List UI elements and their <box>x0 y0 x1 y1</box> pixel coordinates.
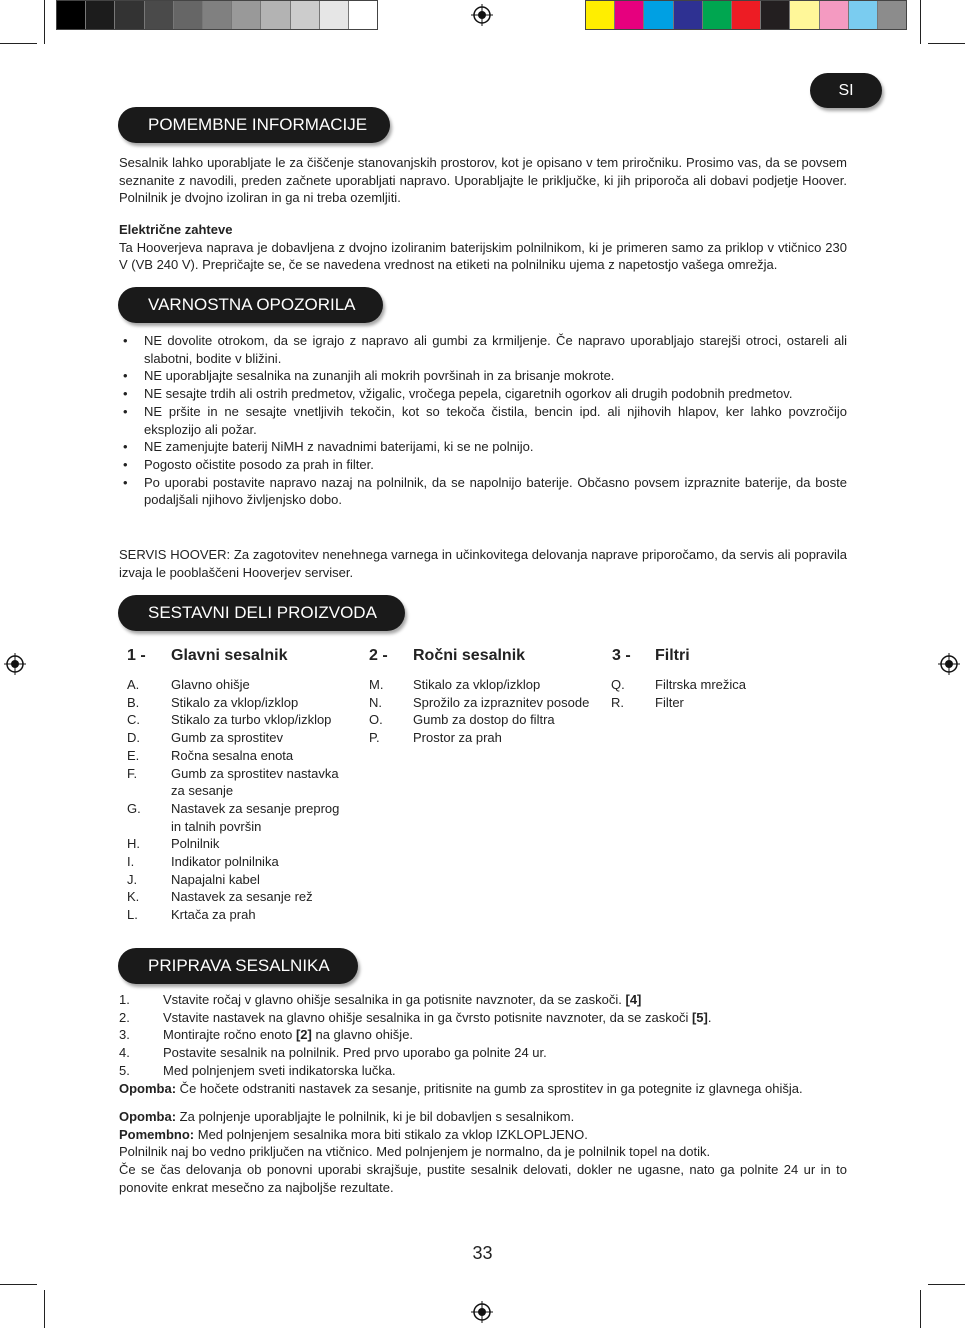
gray-swatch <box>86 1 115 29</box>
step-text <box>163 991 641 1009</box>
step-end: . <box>707 1009 712 1025</box>
list-item: • NE sesajte trdih ali ostrih predmetov, vžigalic, vročega pepela, cigaretnih ogorkov ali drugih podobnih predmetov. <box>119 385 847 403</box>
color-swatch <box>790 1 819 29</box>
list-item: • NE pršite in ne sesajte vnetljivih tekočin, kot so tekoča čistila, bencin ipd. ali njihovih hlapov, ker lahko povzročijo eksplozijo ali požar. <box>119 403 847 438</box>
item-key: P. <box>369 730 380 746</box>
color-calibration-bar <box>585 0 907 30</box>
parts-column-2-heading <box>369 647 526 665</box>
item-key: C. <box>127 712 140 728</box>
color-swatch <box>820 1 849 29</box>
registration-mark-icon <box>471 4 493 26</box>
note-label: Pomembno: <box>119 1126 195 1142</box>
list-item: • NE dovolite otrokom, da se igrajo z napravo ali gumbi za krmiljenje. Če napravo uporabljajo starejši otroci, ostareli ali slabotni, bodite v bližini. <box>119 332 847 367</box>
item-label: Nastavek za sesanje preprog in talnih površin <box>171 800 340 834</box>
list-item <box>611 694 811 712</box>
gray-swatch <box>261 1 290 29</box>
gray-swatch <box>57 1 86 29</box>
item-label: Indikator polnilnika <box>171 854 279 870</box>
step-text <box>163 1044 547 1062</box>
section-heading-important-info: POMEMBNE INFORMACIJE <box>118 107 390 143</box>
parts-column-1-heading <box>127 647 288 665</box>
gray-swatch <box>291 1 320 29</box>
note-label: Opomba: <box>119 1109 177 1124</box>
item-label: Gumb za sprostitev <box>171 730 283 746</box>
step-number: 4. <box>119 1045 130 1061</box>
item-key: A. <box>127 677 140 692</box>
item-label: Krtača za prah <box>171 907 256 923</box>
item-label: Filter <box>655 694 684 710</box>
list-item <box>611 676 811 694</box>
item-key: G. <box>127 800 141 816</box>
registration-mark-icon <box>938 653 960 675</box>
electrical-text: Ta Hooverjeva naprava je dobavljena z dvojno izoliranim baterijskim polnilnikom, ki je primeren samo za priklop v vtičnico 230 V (VB 240 V). Prepričajte se, če se navedena vrednost na etiketi na polnilniku ujema z napetostjo vašega omrežja. <box>119 239 847 273</box>
item-label: Ročna sesalna enota <box>171 747 294 763</box>
item-label: Nastavek za sesanje rež <box>171 889 313 905</box>
step-row <box>119 1026 847 1044</box>
color-swatch <box>878 1 906 29</box>
figure-ref: [5] <box>691 1009 708 1025</box>
list-item <box>127 800 347 835</box>
item-label: Sprožilo za izpraznitev posode <box>413 694 590 710</box>
item-key: D. <box>127 730 140 746</box>
step-number: 1. <box>119 992 130 1007</box>
column-title: Filtri <box>655 647 690 664</box>
step-body: Postavite sesalnik na polnilnik. Pred prvo uporabo ga polnite 24 ur. <box>163 1045 547 1061</box>
item-label: Glavno ohišje <box>171 677 250 692</box>
safety-warning-list <box>119 332 847 509</box>
step-body: Montirajte ročno enoto <box>163 1027 296 1043</box>
list-item: • Po uporabi postavite napravo nazaj na polnilnik, da se napolnijo baterije. Občasno povsem izpraznite baterije, da boste podaljšali njihovo življenjsko dobo. <box>119 474 847 509</box>
list-item <box>369 676 604 694</box>
note-line <box>119 1126 847 1144</box>
crop-mark <box>928 43 965 44</box>
list-item: • NE uporabljajte sesalnika na zunanjih ali mokrih površinah in za brisanje mokrote. <box>119 367 847 385</box>
list-item <box>127 888 347 906</box>
preparation-steps <box>119 991 847 1080</box>
registration-mark-icon <box>4 653 26 675</box>
electrical-requirements-block <box>119 221 847 274</box>
color-swatch <box>703 1 732 29</box>
item-key: H. <box>127 836 140 852</box>
list-item <box>127 676 347 694</box>
item-label: Stikalo za turbo vklop/izklop <box>171 712 332 728</box>
preparation-notes <box>119 1080 847 1098</box>
column-number: 3 - <box>612 647 631 664</box>
item-key: L. <box>127 907 138 923</box>
electrical-heading: Električne zahteve <box>119 222 233 237</box>
important-intro-text <box>119 154 847 207</box>
gray-swatch <box>320 1 349 29</box>
step-row <box>119 1062 847 1080</box>
item-label: Stikalo za vklop/izklop <box>171 694 299 710</box>
note-text: Med polnjenjem sesalnika mora biti stikalo za vklop IZKLOPLJENO. <box>194 1126 588 1142</box>
column-number: 1 - <box>127 647 146 664</box>
note-line <box>119 1108 847 1126</box>
item-key: R. <box>611 694 624 710</box>
note-line: Če se čas delovanja ob ponovni uporabi skrajšuje, pustite sesalnik delovati, dokler ne ugasne, nato ga polnite 24 ur in to ponovite enkrat mesečno za najboljše rezultate. <box>119 1162 847 1195</box>
list-item <box>369 711 604 729</box>
section-heading-safety-warnings: VARNOSTNA OPOZORILA <box>118 287 383 323</box>
step-row <box>119 1009 847 1027</box>
step-end: na glavno ohišje. <box>311 1027 414 1043</box>
list-item <box>127 871 347 889</box>
color-swatch <box>732 1 761 29</box>
column-title: Ročni sesalnik <box>413 647 526 664</box>
charging-notes <box>119 1108 847 1197</box>
section-heading-preparation: PRIPRAVA SESALNIKA <box>118 948 358 984</box>
crop-mark <box>0 43 37 44</box>
crop-mark <box>44 0 45 44</box>
item-key: M. <box>369 677 384 692</box>
item-label: Gumb za sprostitev nastavka za sesanje <box>171 765 339 799</box>
crop-mark <box>920 0 921 44</box>
item-key: N. <box>369 694 382 710</box>
item-label: Napajalni kabel <box>171 871 260 887</box>
list-item <box>127 853 347 871</box>
crop-mark <box>0 1284 37 1285</box>
item-label: Gumb za dostop do filtra <box>413 712 555 728</box>
crop-mark <box>928 1284 965 1285</box>
parts-list-filters <box>611 676 811 711</box>
gray-swatch <box>115 1 144 29</box>
color-swatch <box>615 1 644 29</box>
crop-mark <box>44 1290 45 1328</box>
list-item <box>127 694 347 712</box>
language-badge: SI <box>810 73 882 108</box>
step-number: 3. <box>119 1027 130 1043</box>
list-item: • NE zamenjujte baterij NiMH z navadnimi baterijami, ki se ne polnijo. <box>119 438 847 456</box>
list-item <box>127 906 347 924</box>
step-text <box>163 1009 711 1027</box>
grayscale-calibration-bar <box>56 0 378 30</box>
figure-ref: [2] <box>295 1027 312 1043</box>
gray-swatch <box>145 1 174 29</box>
item-label: Stikalo za vklop/izklop <box>413 677 541 692</box>
service-notice <box>119 546 847 581</box>
item-key: K. <box>127 889 140 905</box>
registration-mark-icon <box>471 1301 493 1323</box>
gray-swatch <box>203 1 232 29</box>
item-label: Prostor za prah <box>413 730 502 746</box>
step-text <box>163 1026 413 1044</box>
gray-swatch <box>349 1 377 29</box>
list-item <box>127 765 347 800</box>
parts-column-3-heading <box>612 647 690 665</box>
note-line <box>119 1080 847 1098</box>
item-label: Polnilnik <box>171 836 220 852</box>
item-key: O. <box>369 712 383 728</box>
crop-mark <box>920 1290 921 1328</box>
parts-list-main <box>127 676 347 924</box>
list-item: • Pogosto očistite posodo za prah in filter. <box>119 456 847 474</box>
item-label: Filtrska mrežica <box>655 677 747 692</box>
intro-paragraph: Sesalnik lahko uporabljate le za čiščenje stanovanjskih prostorov, kot je opisano v tem priročniku. Prosimo vas, da se povsem seznanite z navodili, preden začnete uporabljati napravo. Uporabljajte le priključke, ki jih priporoča ali dobavi podjetje Hoover. Polnilnik je dvojno izoliran in ga ni treba ozemljiti. <box>119 155 847 206</box>
step-text <box>163 1062 396 1080</box>
item-key: I. <box>127 854 135 870</box>
step-row <box>119 1044 847 1062</box>
list-item <box>369 694 604 712</box>
service-text: SERVIS HOOVER: Za zagotovitev nenehnega varnega in učinkovitega delovanja naprave priporočamo, da servis ali popravila izvaja le pooblaščeni Hooverjev serviser. <box>119 547 847 580</box>
item-key: Q. <box>611 677 625 692</box>
note-line: Polnilnik naj bo vedno priključen na vtičnico. Med polnjenjem je normalno, da je polnilnik topel na dotik. <box>119 1144 711 1160</box>
item-key: B. <box>127 694 140 710</box>
step-body: Med polnjenjem sveti indikatorska lučka. <box>163 1062 396 1078</box>
step-number: 5. <box>119 1062 130 1078</box>
list-item <box>127 747 347 765</box>
gray-swatch <box>232 1 261 29</box>
color-swatch <box>644 1 673 29</box>
color-swatch <box>849 1 878 29</box>
list-item <box>127 729 347 747</box>
list-item <box>369 729 604 747</box>
column-number: 2 - <box>369 647 388 664</box>
list-item <box>127 711 347 729</box>
gray-swatch <box>174 1 203 29</box>
color-swatch <box>586 1 615 29</box>
item-key: J. <box>127 871 138 887</box>
page-number: 33 <box>472 1243 493 1263</box>
item-key: E. <box>127 747 140 763</box>
item-key: F. <box>127 765 138 781</box>
note-text: Za polnjenje uporabljajte le polnilnik, ki je bil dobavljen s sesalnikom. <box>176 1109 575 1124</box>
figure-ref: [4] <box>625 992 642 1007</box>
step-row <box>119 991 847 1009</box>
step-body: Vstavite ročaj v glavno ohišje sesalnika in ga potisnite navznoter, da se zaskoči. <box>163 992 626 1007</box>
step-body: Vstavite nastavek na glavno ohišje sesalnika in ga čvrsto potisnite navznoter, da se zaskoči <box>163 1009 692 1025</box>
section-heading-product-parts: SESTAVNI DELI PROIZVODA <box>118 595 405 631</box>
color-swatch <box>761 1 790 29</box>
note-label: Opomba: <box>119 1081 177 1096</box>
column-title: Glavni sesalnik <box>171 647 288 664</box>
note-text: Če hočete odstraniti nastavek za sesanje, pritisnite na gumb za sprostitev in ga potegnite iz glavnega ohišja. <box>176 1081 803 1096</box>
list-item <box>127 835 347 853</box>
color-swatch <box>674 1 703 29</box>
step-number: 2. <box>119 1009 130 1025</box>
parts-list-handheld <box>369 676 604 747</box>
